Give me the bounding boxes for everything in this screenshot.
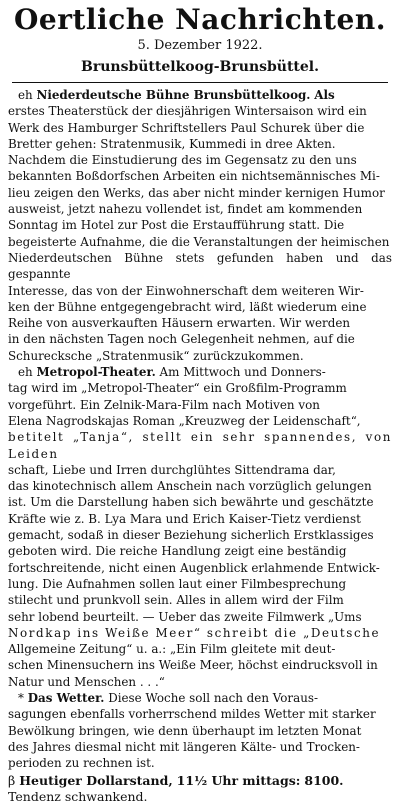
article-line: Elena Nagrodskajas Roman „Kreuzweg der Leidenschaft“,: [8, 413, 361, 428]
article-line: ausweist, jetzt nahezu vollendet ist, findet am kommenden: [8, 202, 363, 217]
article-line: sagungen ebenfalls vorherrschend mildes Wetter mit starker: [8, 707, 376, 722]
article-line: perioden zu rechnen ist.: [8, 756, 155, 771]
article-line: Niederdeutschen Bühne stets gefunden haben und das gespannte: [8, 250, 392, 282]
article-line: bekannten Boßdorfschen Arbeiten ein nichtsemännisches Mi-: [8, 169, 380, 184]
divider: [12, 82, 388, 83]
dollar-rate-notice: [8, 773, 392, 805]
article-headline-tail: Als: [314, 88, 335, 102]
article-niederdeutsche-buehne: [8, 87, 392, 364]
article-lead-line: [8, 690, 392, 706]
article-line: Nachdem die Einstudierung des im Gegensatz zu den uns: [8, 153, 357, 168]
article-headline: Niederdeutsche Bühne Brunsbüttelkoog.: [36, 88, 311, 102]
article-lead-line: [8, 364, 392, 380]
article-line: Allgemeine Zeitung“ u. a.: „Ein Film gleitete mit deut-: [8, 642, 336, 657]
article-prefix: eh: [18, 365, 33, 380]
article-line: Sonntag im Hotel zur Post die Erstaufführung statt. Die: [8, 218, 345, 233]
article-line: sehr lobend beurteilt. — Ueber das zweite Filmwerk „Ums: [8, 609, 362, 624]
article-lead-line: [8, 87, 392, 103]
article-line: ist. Um die Darstellung haben sich bewährte und geschätzte: [8, 495, 374, 510]
article-headline-tail: Am Mittwoch und Donners-: [159, 365, 326, 380]
article-line: betitelt „Tanja“, stellt ein sehr spannendes, von Leiden: [8, 430, 392, 461]
article-prefix: eh: [18, 88, 33, 102]
dollar-prefix: β: [8, 773, 16, 789]
article-line: erstes Theaterstück der diesjährigen Wintersaison wird ein: [8, 104, 367, 119]
article-line: Nordkap ins Weiße Meer“ schreibt die „Deutsche: [8, 625, 381, 640]
article-line: schen Minensuchern ins Weiße Meer, höchst eindrucksvoll in: [8, 658, 378, 673]
article-line: Schurecksche „Stratenmusik“ zurückzukommen.: [8, 348, 304, 363]
article-line: Natur und Menschen . . .“: [8, 674, 165, 689]
dollar-time: 11½ Uhr mittags:: [176, 773, 301, 789]
article-line: schaft, Liebe und Irren durchglühtes Sittendrama dar,: [8, 462, 336, 477]
dollar-value: 8100.: [304, 773, 344, 789]
dollar-headline: Heutiger Dollarstand,: [19, 773, 173, 789]
article-line: Interesse, das von der Einwohnerschaft dem weiteren Wir-: [8, 283, 364, 298]
article-line: geboten wird. Die reiche Handlung zeigt eine beständig: [8, 544, 347, 559]
article-line: vorgeführt. Ein Zelnik-Mara-Film nach Motiven von: [8, 397, 320, 412]
article-headline-tail: Diese Woche soll nach den Voraus-: [108, 690, 318, 705]
article-line: fortschreitende, nicht einen Augenblick erlahmende Entwick-: [8, 560, 380, 575]
article-line: Kräfte wie z. B. Lya Mara und Erich Kaiser-Tietz verdienst: [8, 511, 361, 526]
article-headline: Metropol-Theater.: [36, 365, 156, 380]
article-metropol-theater: [8, 364, 392, 690]
article-weather: [8, 690, 392, 771]
article-line: lieu zeigen den Werks, das aber nicht minder kernigen Humor: [8, 185, 385, 200]
article-line: des Jahres diesmal nicht mit längeren Kälte- und Trocken-: [8, 739, 360, 754]
section-heading: Brunsbüttelkoog-Brunsbüttel.: [81, 59, 319, 75]
article-line: Werk des Hamburger Schriftstellers Paul Schurek über die: [8, 120, 365, 135]
masthead-title: Oertliche Nachrichten.: [14, 3, 386, 36]
article-line: in den nächsten Tagen noch Gelegenheit nehmen, auf die: [8, 332, 355, 347]
article-line: tag wird im „Metropol-Theater“ ein Großfilm-Programm: [8, 381, 347, 396]
article-line: Bretter gehen: Stratenmusik, Kummedi in dree Akten.: [8, 136, 336, 151]
article-line: Reihe von ausverkauften Häusern erwarten. Wir werden: [8, 316, 351, 331]
article-line: lung. Die Aufnahmen sollen laut einer Filmbesprechung: [8, 576, 347, 591]
article-headline: Das Wetter.: [27, 690, 105, 705]
dollar-tendency: Tendenz schwankend.: [8, 789, 148, 805]
article-line: stilecht und prunkvoll sein. Alles in allem wird der Film: [8, 593, 344, 608]
article-line: gemacht, sodaß in dieser Beziehung sicherlich Erstklassiges: [8, 528, 374, 543]
article-line: begeisterte Aufnahme, die die Veranstaltungen der heimischen: [8, 234, 390, 249]
article-line: das kinotechnisch allem Anschein nach vorzüglich gelungen: [8, 479, 372, 494]
article-line: Bewölkung bringen, wie denn überhaupt im letzten Monat: [8, 723, 362, 738]
article-line: ken der Bühne entgegengebracht wird, läßt wiederum eine: [8, 299, 367, 314]
article-prefix: *: [18, 690, 24, 705]
issue-date: 5. Dezember 1922.: [137, 38, 263, 53]
dollar-line: [8, 773, 344, 788]
